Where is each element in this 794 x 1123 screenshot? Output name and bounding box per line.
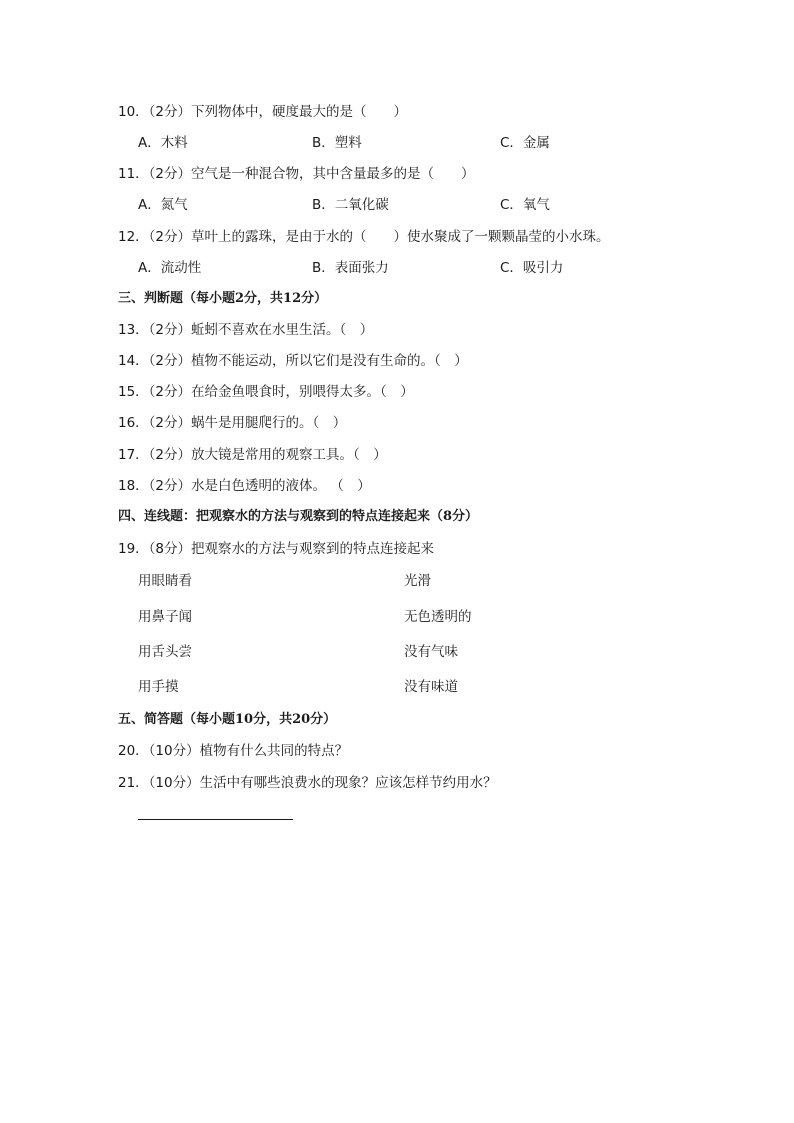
question-13: 13．（2分）蚯蚓不喜欢在水里生活。（ ） xyxy=(118,322,374,338)
option-c: C．金属 xyxy=(500,135,550,151)
question-12: 12．（2分）草叶上的露珠，是由于水的（ ）使水聚成了一颗颗晶莹的小水珠。 xyxy=(118,229,610,245)
section-heading-matching: 四、连线题：把观察水的方法与观察到的特点连接起来（8分） xyxy=(118,509,479,524)
option-b: B．塑料 xyxy=(312,135,362,151)
match-left-item: 用手摸 xyxy=(138,679,179,695)
question-14: 14．（2分）植物不能运动，所以它们是没有生命的。（ ） xyxy=(118,353,468,369)
question-15: 15．（2分）在给金鱼喂食时，别喂得太多。（ ） xyxy=(118,384,414,400)
question-12-options xyxy=(138,258,678,278)
option-a: A．氮气 xyxy=(138,197,188,213)
question-10: 10．（2分）下列物体中，硬度最大的是（ ） xyxy=(118,104,408,120)
match-right-item: 无色透明的 xyxy=(404,609,472,625)
answer-line xyxy=(138,819,293,820)
option-c: C．氧气 xyxy=(500,197,550,213)
option-a: A．木料 xyxy=(138,135,188,151)
question-19: 19．（8分）把观察水的方法与观察到的特点连接起来 xyxy=(118,541,435,557)
question-21: 21．（10分）生活中有哪些浪费水的现象？应该怎样节约用水？ xyxy=(118,775,497,791)
match-right-item: 没有味道 xyxy=(404,679,458,695)
question-11: 11．（2分）空气是一种混合物，其中含量最多的是（ ） xyxy=(118,166,475,182)
question-10-options xyxy=(138,133,678,153)
match-left-item: 用鼻子闻 xyxy=(138,609,192,625)
question-16: 16．（2分）蜗牛是用腿爬行的。（ ） xyxy=(118,415,347,431)
section-heading-judge: 三、判断题（每小题2分，共12分） xyxy=(118,291,328,306)
match-right-item: 光滑 xyxy=(404,573,431,589)
section-heading-short-answer: 五、简答题（每小题10分，共20分） xyxy=(118,712,337,727)
option-b: B．表面张力 xyxy=(312,260,389,276)
question-11-options xyxy=(138,195,678,215)
option-a: A．流动性 xyxy=(138,260,202,276)
question-20: 20．（10分）植物有什么共同的特点？ xyxy=(118,743,349,759)
option-b: B．二氧化碳 xyxy=(312,197,389,213)
match-right-item: 没有气味 xyxy=(404,644,458,660)
question-17: 17．（2分）放大镜是常用的观察工具。（ ） xyxy=(118,447,387,463)
match-left-item: 用眼睛看 xyxy=(138,573,192,589)
match-left-item: 用舌头尝 xyxy=(138,644,192,660)
option-c: C．吸引力 xyxy=(500,260,564,276)
question-18: 18．（2分）水是白色透明的液体。 （ ） xyxy=(118,478,371,494)
